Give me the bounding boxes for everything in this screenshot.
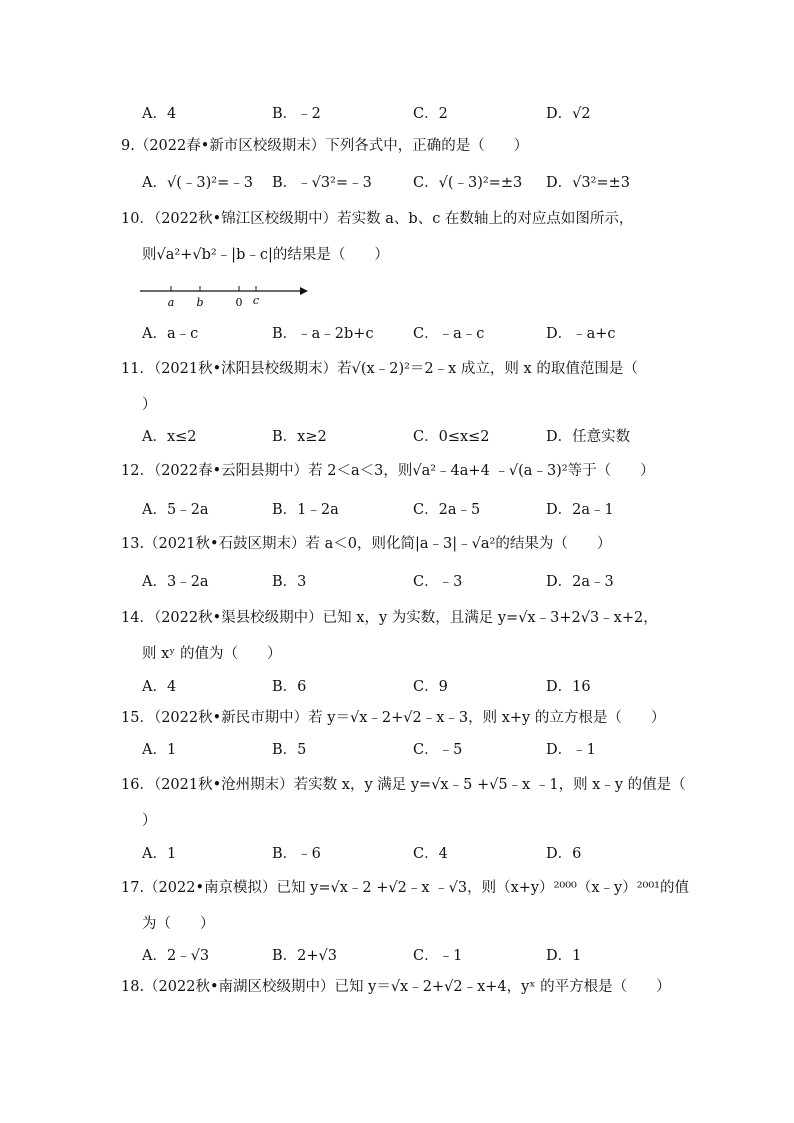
question-18-stem: 18.（2022秋•南湖区校级期中）已知 y＝√x﹣2+√2﹣x+4，yˣ 的平方根是（ ） xyxy=(121,979,671,995)
option-d: D．16 xyxy=(546,679,591,695)
question-12-options xyxy=(142,498,702,520)
question-15-stem: 15．（2022秋•新民市期中）若 y＝√x﹣2+√2﹣x﹣3，则 x+y 的立方根是（ ） xyxy=(121,710,666,726)
question-15-options xyxy=(142,738,702,760)
option-c: C．4 xyxy=(413,846,448,862)
option-d: D．任意实数 xyxy=(546,429,631,445)
option-b: B．2+√3 xyxy=(272,948,337,964)
option-c: C．﹣3 xyxy=(413,574,463,590)
option-a: A．5﹣2a xyxy=(142,502,209,518)
question-10-options xyxy=(142,322,702,344)
point-label-c: c xyxy=(252,294,260,307)
option-c: C．2 xyxy=(413,106,448,122)
answer-options-prev xyxy=(142,102,702,124)
question-9-stem: 9.（2022春•新市区校级期末）下列各式中，正确的是（ ） xyxy=(121,138,529,154)
question-10-stem-cont: 则√a²+√b²﹣|b﹣c|的结果是（ ） xyxy=(142,247,389,263)
option-b: B．6 xyxy=(272,679,307,695)
option-c: C．√(﹣3)²=±3 xyxy=(413,175,523,191)
question-17-stem: 17.（2022•南京模拟）已知 y=√x﹣2 +√2﹣x ﹣√3，则（x+y）²⁰⁰⁰（x﹣y）²⁰⁰¹的值 xyxy=(121,880,689,896)
question-10-stem: 10．（2022秋•锦江区校级期中）若实数 a、b、c 在数轴上的对应点如图所示， xyxy=(121,211,634,227)
option-c: C．﹣a﹣c xyxy=(413,326,485,342)
question-13-stem: 13.（2021秋•石鼓区期末）若 a＜0，则化简|a﹣3|﹣√a²的结果为（ ） xyxy=(121,536,612,552)
question-14-stem-cont: 则 xʸ 的值为（ ） xyxy=(142,646,282,662)
question-17-options xyxy=(142,944,702,966)
option-a: A．4 xyxy=(142,679,177,695)
option-d: D．2a﹣1 xyxy=(546,502,614,518)
option-d: D．2a﹣3 xyxy=(546,574,614,590)
option-a: A．a﹣c xyxy=(142,326,199,342)
option-b: B．x≥2 xyxy=(272,429,327,445)
option-d: D．﹣a+c xyxy=(546,326,616,342)
question-11-stem-cont: ） xyxy=(142,397,157,413)
question-11-stem: 11．（2021秋•沭阳县校级期末）若√(x﹣2)²＝2﹣x 成立，则 x 的取值范围是（ xyxy=(121,361,638,377)
option-b: B．﹣2 xyxy=(272,106,321,122)
option-a: A．4 xyxy=(142,106,177,122)
question-17-stem-cont: 为（ ） xyxy=(142,916,215,932)
option-b: B．﹣a﹣2b+c xyxy=(272,326,374,342)
question-14-stem: 14．（2022秋•渠县校级期中）已知 x，y 为实数，且满足 y=√x﹣3+2√3﹣x+2， xyxy=(121,610,658,626)
option-b: B．3 xyxy=(272,574,307,590)
question-11-options xyxy=(142,425,702,447)
option-d: D．1 xyxy=(546,948,582,964)
option-c: C．0≤x≤2 xyxy=(413,429,490,445)
option-a: A．3﹣2a xyxy=(142,574,209,590)
option-b: B．5 xyxy=(272,742,307,758)
option-a: A．√(﹣3)²=﹣3 xyxy=(142,175,253,191)
option-a: A．1 xyxy=(142,846,177,862)
option-a: A．2﹣√3 xyxy=(142,948,210,964)
option-c: C．9 xyxy=(413,679,448,695)
point-label-a: a xyxy=(167,296,175,309)
question-16-stem: 16．（2021秋•沧州期末）若实数 x，y 满足 y=√x﹣5 +√5﹣x ﹣1，则 x﹣y 的值是（ xyxy=(121,777,686,793)
number-line-diagram xyxy=(140,280,310,312)
question-13-options xyxy=(142,570,702,592)
option-d: D．√3²=±3 xyxy=(546,175,630,191)
option-c: C．﹣5 xyxy=(413,742,463,758)
option-a: A．x≤2 xyxy=(142,429,197,445)
question-16-options xyxy=(142,842,702,864)
question-12-stem: 12．（2022春•云阳县期中）若 2＜a＜3，则√a²﹣4a+4 ﹣√(a﹣3)²等于（ ） xyxy=(121,463,655,479)
option-b: B．﹣√3²=﹣3 xyxy=(272,175,372,191)
option-c: C．﹣1 xyxy=(413,948,463,964)
option-d: D．√2 xyxy=(546,106,591,122)
option-a: A．1 xyxy=(142,742,177,758)
option-c: C．2a﹣5 xyxy=(413,502,481,518)
option-d: D．﹣1 xyxy=(546,742,596,758)
question-14-options xyxy=(142,675,702,697)
option-b: B．1﹣2a xyxy=(272,502,339,518)
question-9-options xyxy=(142,171,702,193)
arrow-head-icon xyxy=(300,287,308,295)
question-16-stem-cont: ） xyxy=(142,813,157,829)
point-label-zero: 0 xyxy=(235,296,243,309)
option-b: B．﹣6 xyxy=(272,846,321,862)
option-d: D．6 xyxy=(546,846,582,862)
point-label-b: b xyxy=(196,296,204,309)
